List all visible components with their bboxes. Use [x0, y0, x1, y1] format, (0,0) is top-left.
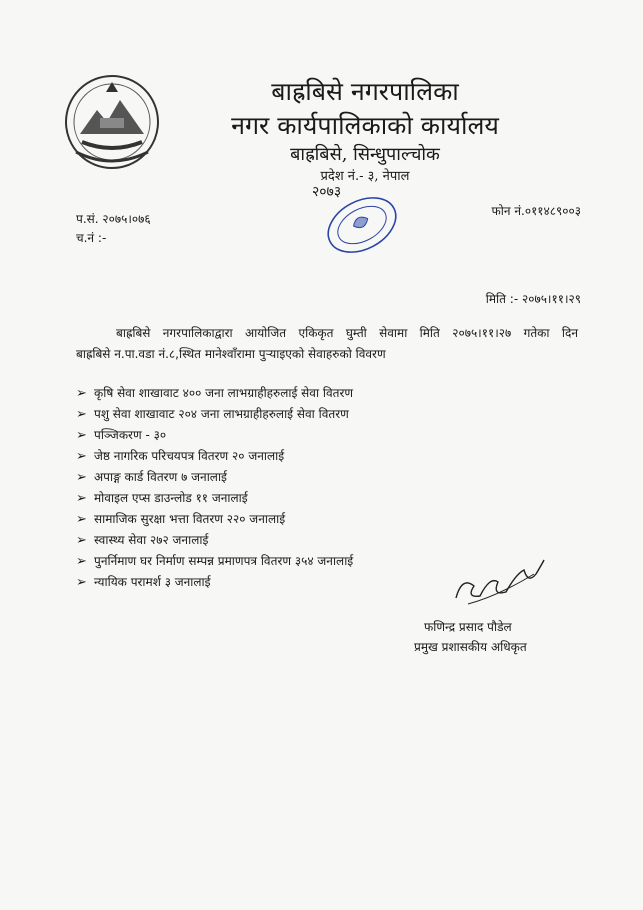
- municipality-name: बाह्रबिसे नगरपालिका: [271, 77, 459, 106]
- list-item: ➢ पशु सेवा शाखावाट २०४ जना लाभग्राहीहरुलाई सेवा वितरण: [76, 404, 353, 425]
- signature-icon: [448, 556, 548, 616]
- list-item: ➢ न्यायिक परामर्श ३ जनालाई: [76, 572, 353, 593]
- reference-number: प.सं. २०७५।०७६: [76, 212, 151, 226]
- body-line-1: बाह्रबिसे नगरपालिकाद्वारा आयोजित एकिकृत घुम्ती सेवामा मिति २०७५।११।२७ गतेका दिन: [116, 326, 578, 340]
- letter-date: मिति :- २०७५।११।२९: [485, 292, 581, 306]
- list-item: ➢ स्वास्थ्य सेवा २७२ जनालाई: [76, 530, 353, 551]
- arrow-bullet-icon: ➢: [76, 407, 87, 422]
- arrow-bullet-icon: ➢: [76, 449, 87, 464]
- list-item: ➢ पञ्जिकरण - ३०: [76, 425, 353, 446]
- list-item: ➢ जेष्ठ नागरिक परिचयपत्र वितरण २० जनालाई: [76, 446, 353, 467]
- arrow-bullet-icon: ➢: [76, 470, 87, 485]
- signatory-title: प्रमुख प्रशासकीय अधिकृत: [414, 640, 527, 654]
- office-location: बाह्रबिसे, सिन्धुपाल्चोक: [290, 144, 440, 165]
- list-item: ➢ कृषि सेवा शाखावाट ४०० जना लाभग्राहीहरुलाई सेवा वितरण: [76, 383, 353, 404]
- arrow-bullet-icon: ➢: [76, 512, 87, 527]
- nepal-emblem-icon: [62, 72, 162, 172]
- body-paragraph: [76, 323, 578, 365]
- arrow-bullet-icon: ➢: [76, 575, 87, 590]
- body-line-2: बाह्रबिसे न.पा.वडा नं.८,स्थित मानेश्वाँरामा पुऱ्याइएको सेवाहरुको विवरण: [76, 347, 386, 361]
- list-item: ➢ मोवाइल एप्स डाउन्लोड ११ जनालाई: [76, 488, 353, 509]
- arrow-bullet-icon: ➢: [76, 533, 87, 548]
- office-stamp-icon: [312, 190, 412, 260]
- province-line: प्रदेश नं.- ३, नेपाल: [320, 169, 410, 184]
- list-item: ➢ अपाङ्ग कार्ड वितरण ७ जनालाई: [76, 467, 353, 488]
- list-item: ➢ पुनर्निमाण घर निर्माण सम्पन्न प्रमाणपत्र वितरण ३५४ जनालाई: [76, 551, 353, 572]
- signatory-name: फणिन्द्र प्रसाद पौडेल: [424, 620, 512, 634]
- list-item: ➢ सामाजिक सुरक्षा भत्ता वितरण २२० जनालाई: [76, 509, 353, 530]
- services-list: [76, 383, 353, 593]
- arrow-bullet-icon: ➢: [76, 386, 87, 401]
- arrow-bullet-icon: ➢: [76, 491, 87, 506]
- handwritten-year: २०७३: [312, 184, 342, 200]
- arrow-bullet-icon: ➢: [76, 554, 87, 569]
- arrow-bullet-icon: ➢: [76, 428, 87, 443]
- dispatch-number: च.नं :-: [76, 231, 107, 245]
- office-name: नगर कार्यपालिकाको कार्यालय: [231, 111, 499, 140]
- phone-number: फोन नं.०११४८९००३: [491, 204, 581, 218]
